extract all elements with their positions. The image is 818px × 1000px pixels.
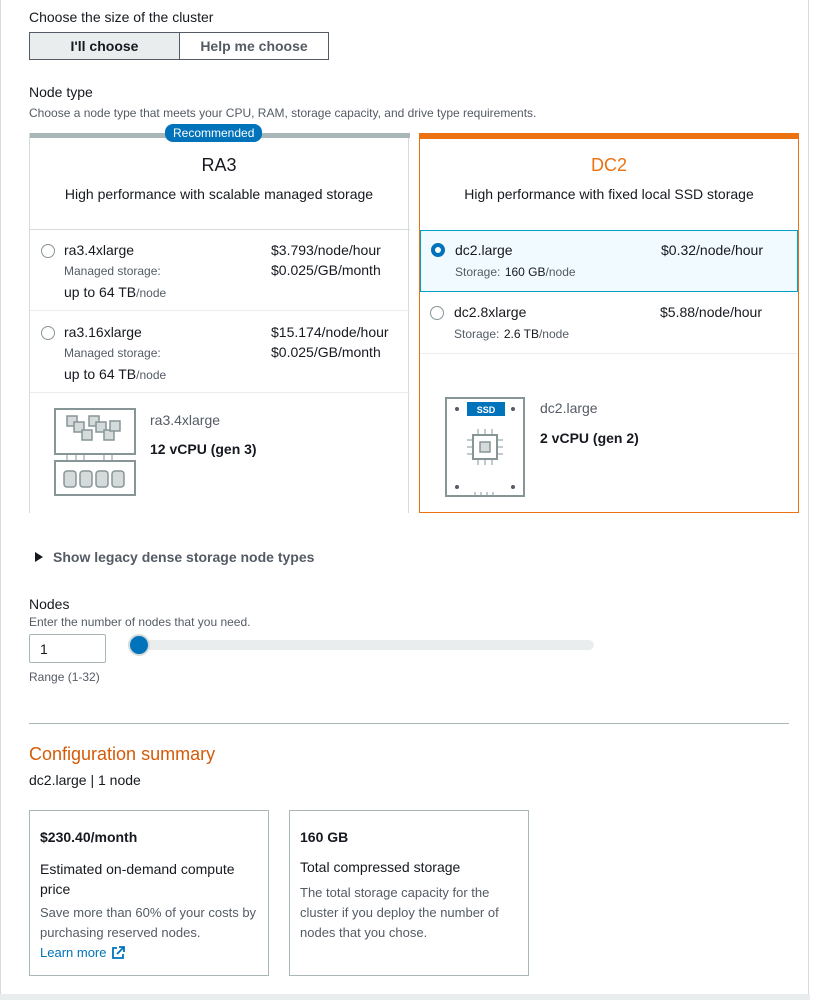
storage-label: Storage: [454,327,500,341]
dc2-panel[interactable] [419,133,799,513]
storage-value: up to 64 TB [64,284,137,300]
option-name: dc2.8xlarge [454,304,527,320]
legacy-toggle-label: Show legacy dense storage node types [53,549,315,565]
storage-value: 160 GB [504,265,546,279]
nodes-slider-thumb[interactable] [128,634,150,656]
storage-value: 160 GB [300,829,349,845]
help-me-choose-button[interactable]: Help me choose [179,32,329,60]
price-month: $0.025/GB/month [271,262,381,278]
storage-value: up to 64 TB [64,366,137,382]
ill-choose-button[interactable]: I'll choose [29,32,180,60]
node-type-description: Choose a node type that meets your CPU, RAM, storage capacity, and drive type requirements. [29,106,537,120]
dc2-8xlarge-radio[interactable] [430,306,444,320]
price-month: $0.025/GB/month [271,344,381,360]
price-label: Estimated on-demand compute price [40,861,235,897]
storage-note: The total storage capacity for the cluster if you deploy the number of nodes that you chose. [300,885,499,940]
storage-unit: /node [538,327,569,341]
nodes-input[interactable] [29,634,106,663]
dc2-subtitle: High performance with fixed local SSD storage [464,186,754,202]
storage-label: Managed storage: [64,264,161,278]
nodes-range: Range (1-32) [29,670,100,684]
price-hour: $3.793/node/hour [271,242,381,258]
price-card [29,810,269,976]
dc2-spec-cpu: 2 vCPU (gen 2) [540,430,639,446]
divider [29,723,789,724]
cluster-size-label: Choose the size of the cluster [29,9,214,25]
storage-unit: /node [545,265,576,279]
dc2-title: DC2 [590,155,627,175]
dc2-spec-name: dc2.large [540,400,598,416]
ra3-node-icon [52,405,138,499]
summary-title: Configuration summary [29,744,216,764]
storage-card [289,810,529,976]
caret-right-icon [35,552,43,562]
learn-more-link[interactable] [40,943,125,963]
ra3-16xlarge-radio[interactable] [41,326,55,340]
storage-unit: /node [136,286,167,300]
legacy-node-types-toggle[interactable] [35,549,314,565]
nodes-label: Nodes [29,596,70,612]
storage-label: Total compressed storage [300,859,461,875]
nodes-description: Enter the number of nodes that you need. [29,615,251,629]
ra3-spec-cpu: 12 vCPU (gen 3) [150,441,257,457]
price-hour: $15.174/node/hour [271,324,389,340]
storage-label: Managed storage: [64,346,161,360]
dc2-option-8xlarge[interactable] [420,292,798,354]
price-hour: $5.88/node/hour [660,304,762,320]
ra3-panel[interactable] [29,133,409,513]
ra3-option-4xlarge[interactable] [30,230,410,311]
ra3-4xlarge-radio[interactable] [41,244,55,258]
option-name: ra3.4xlarge [64,242,135,258]
dc2-option-large[interactable] [420,230,798,292]
storage-label: Storage: [455,265,501,279]
nodes-slider-track[interactable] [128,640,594,650]
learn-more-text[interactable]: Learn more [40,945,107,960]
recommended-badge: Recommended [165,124,262,142]
ssd-label: SSD [476,405,496,415]
price-note: Save more than 60% of your costs by purchasing reserved nodes. [40,905,257,940]
price-hour: $0.32/node/hour [661,242,763,258]
summary-line: dc2.large | 1 node [29,772,141,788]
ra3-spec-name: ra3.4xlarge [150,412,221,428]
ra3-title: RA3 [201,155,237,175]
node-type-label: Node type [29,84,93,100]
ra3-option-16xlarge[interactable] [30,312,410,393]
ra3-subtitle: High performance with scalable managed storage [64,186,374,202]
storage-value: 2.6 TB [503,327,539,341]
storage-unit: /node [136,368,167,382]
option-name: dc2.large [455,242,513,258]
dc2-large-radio[interactable] [431,243,445,257]
price-value: $230.40/month [40,829,138,845]
external-link-icon [111,946,125,960]
option-name: ra3.16xlarge [64,324,142,340]
